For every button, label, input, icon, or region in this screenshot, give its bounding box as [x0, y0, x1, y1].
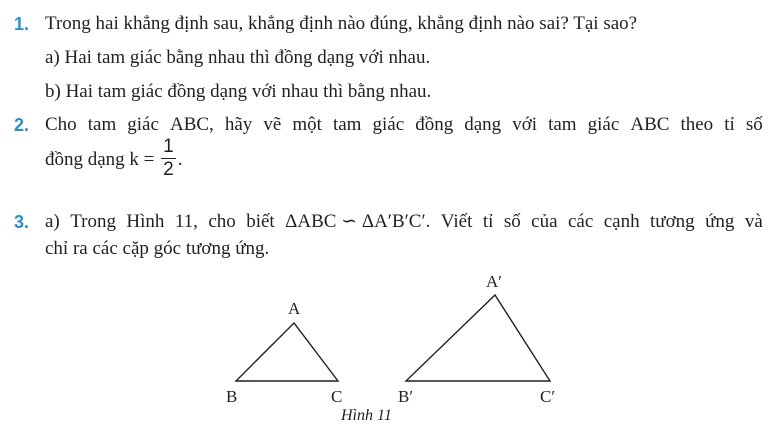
exercise-2-line-1-word: tam — [332, 114, 362, 135]
exercise-3-line-1-word: ứng — [705, 211, 735, 232]
exercise-3-line-2-text: chỉ ra các cặp góc tương ứng. — [45, 238, 270, 259]
exercise-3-line-1-word: các — [567, 211, 594, 232]
exercise-2-line-1-word: với — [512, 114, 538, 135]
exercise-1-item-a-text: a) Hai tam giác bằng nhau thì đồng dạng với nhau. — [45, 47, 431, 68]
exercise-2-line-1-word: hãy — [224, 114, 253, 135]
exercise-2-line-1-word: đồng — [415, 114, 454, 135]
exercise-3-line-1-word: Hình — [126, 211, 165, 232]
triangle-a-prime-b-prime-c-prime — [406, 295, 550, 381]
exercise-3-line-1-word: tương — [650, 211, 695, 232]
exercise-2-line-1-word: ABC, — [169, 114, 214, 135]
exercise-3-line-1-word: và — [744, 211, 763, 232]
exercise-1-text: Trong hai khẳng định sau, khẳng định nào đúng, khẳng định nào sai? Tại sao? — [45, 13, 638, 34]
exercise-2-line-1-word: tỉ — [724, 114, 735, 135]
exercise-3-line-1-word: Trong — [70, 211, 116, 232]
exercise-2-line-1-word: theo — [680, 114, 714, 135]
label-b-prime: B′ — [398, 387, 414, 406]
fraction-numerator: 1 — [163, 136, 174, 158]
exercise-3-line-1-word: của — [531, 211, 558, 232]
label-c: C — [331, 387, 343, 406]
exercise-2-line-1-word: giác — [587, 114, 620, 135]
triangle-abc — [236, 323, 338, 381]
exercise-2-line-1-word: giác — [127, 114, 159, 135]
exercise-3-line-1-word: cạnh — [603, 211, 640, 232]
exercise-2-line-2-suffix: . — [177, 149, 183, 170]
fraction-denominator: 2 — [163, 159, 174, 181]
exercise-3-line-1-word: cho — [208, 211, 236, 232]
exercise-1-number: 1. — [14, 14, 30, 34]
exercise-2-line-1-word: ABC — [630, 114, 670, 135]
exercise-3-line-1-word: Viết — [440, 211, 473, 232]
exercise-3-number: 3. — [14, 212, 30, 232]
exercise-3-line-1-word: biết — [246, 211, 275, 232]
exercise-3-line-1-word: 11, — [174, 211, 198, 232]
exercise-3-line-1-word: số — [503, 211, 521, 232]
exercise-2-line-1-word: dạng — [464, 114, 502, 135]
exercise-2-line-1-word: tam — [548, 114, 577, 135]
label-a-prime: A′ — [486, 272, 502, 291]
exercise-2-line-1-word: giác — [372, 114, 405, 135]
figure-caption: Hình 11 — [341, 407, 392, 424]
exercise-3-line-1-word: a) — [45, 211, 60, 232]
label-a: A — [288, 299, 301, 318]
exercise-2-line-1-word: Cho — [45, 114, 77, 135]
exercise-2-line-1-word: số — [745, 114, 763, 135]
exercise-2-number: 2. — [14, 115, 30, 135]
label-b: B — [226, 387, 238, 406]
exercise-2-line-1-word: một — [292, 114, 322, 135]
label-c-prime: C′ — [540, 387, 556, 406]
exercise-3-line-1-word: ΔABC ∽ ΔA′B′C′. — [285, 211, 431, 232]
exercise-3-line-1-word: tỉ — [482, 211, 494, 232]
exercise-2-line-1-word: tam — [87, 114, 117, 135]
exercise-2-line-1-word: vẽ — [263, 114, 282, 135]
exercise-1-item-b-text: b) Hai tam giác đồng dạng với nhau thì bằng nhau. — [45, 81, 432, 102]
exercise-2-line-2-prefix: đồng dạng k = — [45, 149, 155, 170]
